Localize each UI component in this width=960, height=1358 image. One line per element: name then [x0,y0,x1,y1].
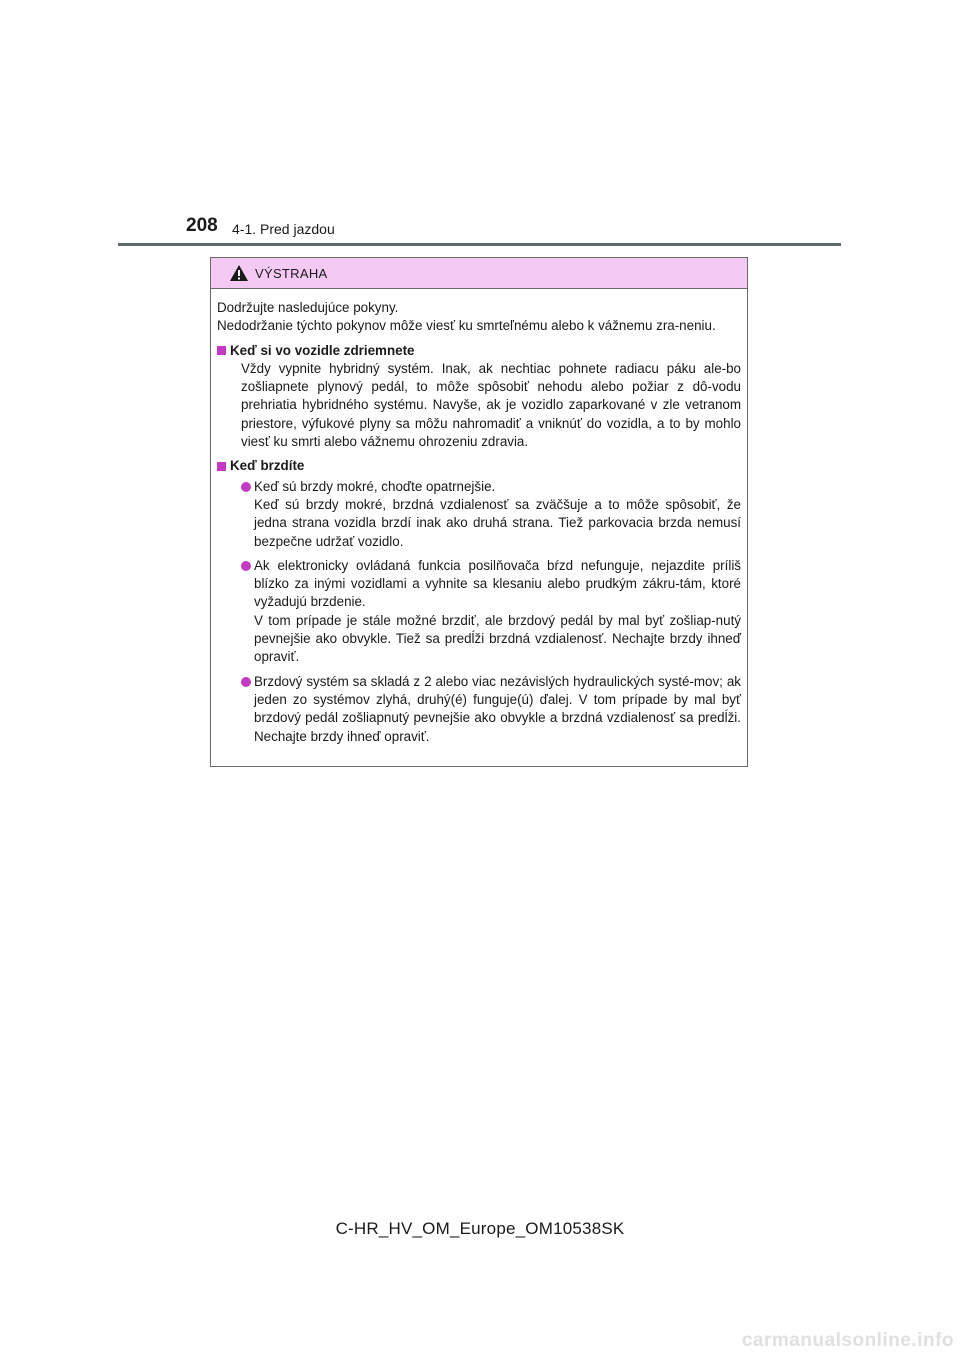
warning-box [210,257,748,767]
bullet-text [254,478,741,551]
page-number: 208 [186,215,218,236]
warning-triangle-icon [229,264,249,282]
dot-bullet-icon [241,482,251,492]
bullet-text [254,673,741,746]
bullet-line: Ak elektronicky ovládaná funkcia posilňovača bŕzd nefunguje, nejazdite príliš blízko za inými vozidlami a vyhnite sa klesaniu alebo prudkým zákru-tám, ktoré vyžadujú brzdenie. [254,557,741,610]
warning-header [211,258,747,289]
bullet-line: V tom prípade je stále možné brzdiť, ale brzdový pedál by mal byť zošliap-nutý pevnejšie ako obvykle. Tiež sa predĺži brzdná vzdialenosť. Nechajte brzdy ihneď opraviť. [254,612,741,665]
section-text-nap: Vždy vypnite hybridný systém. Inak, ak nechtiac pohnete radiacu páku ale-bo zošliapnete plynový pedál, to môže spôsobiť nehodu alebo požiar z dô-vodu prehriatia hybridného systému. Navyše, ak je vozidlo zaparkované v zle vetranom priestore, výfukové plyny sa môžu nahromadiť a vniknúť do vozidla, a to by mohlo viesť ku smrti alebo vážnemu ohrozeniu zdravia. [241,360,741,450]
list-item [217,478,741,551]
square-bullet-icon [217,462,226,471]
square-bullet-icon [217,346,226,355]
dot-bullet-icon [241,677,251,687]
bullet-line: Keď sú brzdy mokré, choďte opatrnejšie. [254,478,496,494]
section-heading-text: Keď brzdíte [230,458,305,474]
header-rule [118,243,841,246]
section-title: 4-1. Pred jazdou [232,221,335,237]
watermark: carmanualsonline.info [741,1330,954,1351]
warning-title: VÝSTRAHA [255,265,328,281]
bullet-line: Brzdový systém sa skladá z 2 alebo viac nezávislých hydraulických systé-mov; ak jeden zo systémov zlyhá, druhý(é) funguje(ú) ďalej. V tom prípade by mal byť brzdový pedál zošliapnutý pevnejšie ako obvykle a brzdná vzdialenosť sa predĺži. Nechajte brzdy ihneď opraviť. [254,673,741,744]
warning-intro-line2: Nedodržanie týchto pokynov môže viesť ku smrteľnému alebo k vážnemu zra-neniu. [217,318,716,334]
dot-bullet-icon [241,561,251,571]
footer-doc-code: C-HR_HV_OM_Europe_OM10538SK [335,1219,625,1238]
section-heading-braking [217,457,741,475]
warning-intro-line1: Dodržujte nasledujúce pokyny. [217,300,399,315]
list-item [217,557,741,667]
section-heading-text: Keď si vo vozidle zdriemnete [230,342,415,358]
list-item [217,673,741,746]
warning-body [211,289,747,746]
bullet-line: Keď sú brzdy mokré, brzdná vzdialenosť sa zväčšuje a to môže spôsobiť, že jedna strana vozidla brzdí inak ako druhá strana. Tiež parkovacia brzda nemusí bezpečne udržať vozidlo. [254,496,741,549]
section-heading-nap [217,342,741,360]
bullet-text [254,557,741,667]
